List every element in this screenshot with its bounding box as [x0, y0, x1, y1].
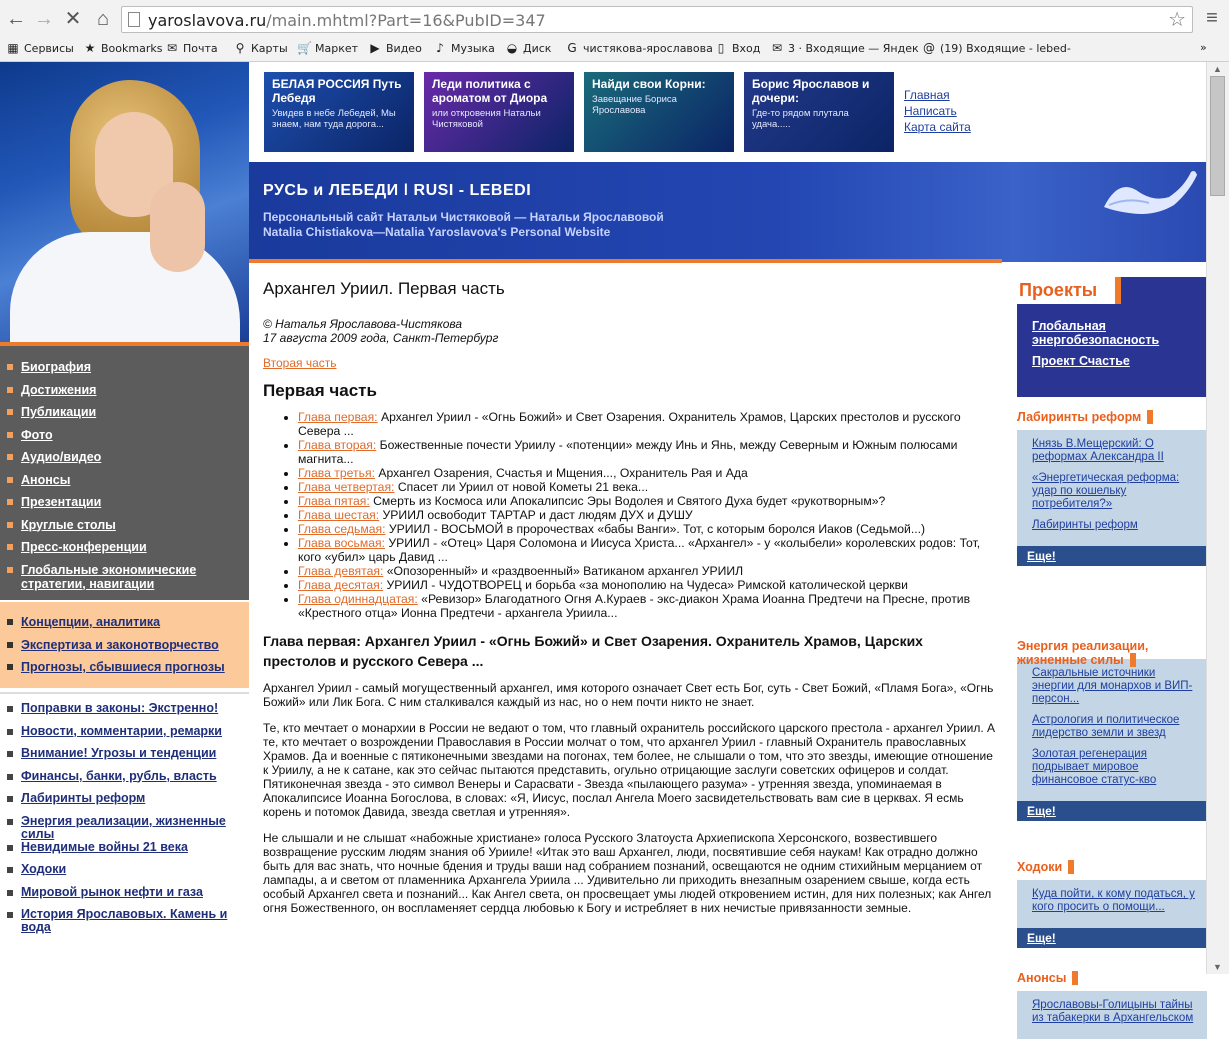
chapter-link[interactable]: Глава одиннадцатая: [298, 592, 418, 606]
mail-icon: ✉ [771, 41, 783, 55]
bookmark-item[interactable] [233, 41, 288, 55]
chapter-text: УРИИЛ - ЧУДОТВОРЕЦ и борьба «за монополию на Чудеса» Римской католической церкви [383, 578, 908, 592]
banner-title: Леди политика с ароматом от Диора [432, 77, 548, 105]
nav-item[interactable]: Энергия реализации, жизненные силы [0, 815, 249, 841]
sidebar-block [1017, 637, 1207, 821]
top-link[interactable]: Главная [904, 88, 950, 102]
scroll-down-icon[interactable]: ▼ [1213, 962, 1222, 972]
nav-item[interactable]: Прогнозы, сбывшиеся прогнозы [0, 660, 249, 683]
chapter-item [298, 536, 999, 564]
page-icon: ▯ [717, 41, 725, 55]
nav-item[interactable]: Ходоки [0, 863, 249, 886]
nav-item[interactable]: Мировой рынок нефти и газа [0, 886, 249, 909]
article-byline [263, 317, 999, 345]
promo-banner[interactable] [744, 72, 894, 152]
project-link-energy[interactable]: Глобальная энергобезопасность [1032, 319, 1160, 347]
nav-item[interactable]: Презентации [0, 495, 249, 518]
sidebar-link[interactable]: Золотая регенерация подрывает мировое финансовое статус-кво [1032, 748, 1157, 786]
bookmark-item[interactable] [505, 41, 551, 55]
more-bookmarks-icon[interactable]: » [1200, 41, 1207, 54]
chapter-item [298, 522, 999, 536]
chapter-link[interactable]: Глава шестая: [298, 508, 380, 522]
nav-item[interactable]: Глобальные экономические стратегии, навигации [0, 563, 249, 586]
chapter-item [298, 466, 999, 480]
chapter-text: «Опозоренный» и «раздвоенный» Ватиканом архангел УРИИЛ [383, 564, 744, 578]
sidebar-block [1017, 969, 1207, 1039]
nav-item[interactable]: Фото [0, 428, 249, 451]
page-icon [128, 12, 140, 27]
chapter-link[interactable]: Глава третья: [298, 466, 375, 480]
nav-item[interactable]: Анонсы [0, 473, 249, 496]
sidebar-block-body [1017, 991, 1207, 1039]
nav-item[interactable]: Внимание! Угрозы и тенденции [0, 747, 249, 770]
nav-item[interactable]: История Ярославовых. Камень и вода [0, 908, 249, 934]
bookmark-item[interactable] [433, 41, 495, 55]
nav-item[interactable]: Экспертиза и законотворчество [0, 638, 249, 661]
top-links [904, 87, 971, 135]
article [249, 263, 1013, 974]
topics-nav [0, 692, 249, 934]
sidebar-block-body [1017, 659, 1207, 801]
chapter-heading: Глава первая: Архангел Уриил - «Огнь Божий» и Свет Озарения. Охранитель Храмов, Царских престолов и русского Севера ... [263, 633, 923, 669]
main-nav [0, 346, 249, 600]
sidebar-block-title-text: Энергия реализации, жизненные силы [1017, 639, 1149, 667]
chapter-text: УРИИЛ - ВОСЬМОЙ в пророчествах «бабы Ванги». Тот, с которым боролся Иаков (Седьмой...) [385, 522, 926, 536]
banner-subtitle: или откровения Натальи Чистяковой [432, 108, 541, 130]
bookmark-item[interactable] [565, 41, 713, 55]
chapter-text: Архангел Уриил - «Огнь Божий» и Свет Озарения. Охранитель Храмов, Царских престолов и русского Севера ... [298, 410, 961, 438]
bookmark-label: Карты [251, 42, 288, 55]
chapter-text: УРИИЛ - «Отец» Царя Соломона и Иисуса Христа... «Архангел» - у «колыбели» королевских родов: Тот, кого «убил» царь Давид ... [298, 536, 981, 564]
chapter-item [298, 410, 999, 438]
bookmark-label: 3 · Входящие — Яндек [788, 42, 919, 55]
left-column [0, 62, 249, 974]
right-column [1013, 263, 1206, 1024]
banner-title: Борис Ярославов и дочери: [752, 77, 870, 105]
article-date: 17 августа 2009 года, Санкт-Петербург [263, 331, 499, 345]
sidebar-link[interactable]: Князь В.Мещерский: О реформах Александра II [1032, 438, 1164, 463]
top-link[interactable]: Написать [904, 104, 957, 118]
sidebar-block [1017, 408, 1207, 566]
more-link[interactable]: Еще! [1017, 928, 1207, 948]
chapter-link[interactable]: Глава вторая: [298, 438, 377, 452]
bookmark-label: Музыка [451, 42, 495, 55]
article-paragraph: Те, кто мечтает о монархии в России не ведают о том, что главный охранитель российского царского престола - архангел Уриил. А те, кто мечтает о возрождении Православия в России молчат о том, что архангел Уриил - главный Охранитель православных Храмов. Да и военные с пятиконечными звездами на погонах, тем более, не слышали о том, что это звезды, имеющие отношение к Уриилу, а не к сатане, как это сейчас пытаются представить, огульно отрицающие заслуги советских офицеров и солдат. Пятиконечная звезда - это символ Венеры и Сарасвати - Звезда «пылающего разума» - утренняя звезда, упоминаемая в Апокалипсисе Иоанна Богослова, в словах: «Я, Иисус, послал Ангела Моего засвидетельствовать вам сие в церквах. Я есмь корень и потомок Давида, звезда светлая и утренняя». [263, 721, 996, 819]
chapter-item [298, 438, 999, 466]
chapter-text: Божественные почести Уриилу - «потенции» между Инь и Янь, между Северным и Южным полюсами магнита... [298, 438, 958, 466]
sidebar-block-body [1017, 880, 1207, 928]
nav-item[interactable]: Лабиринты реформ [0, 792, 249, 815]
chapter-text: Спасет ли Уриил от новой Кометы 21 века... [394, 480, 649, 494]
bookmark-item[interactable] [165, 41, 218, 55]
at-icon: @ [923, 41, 935, 55]
stop-icon[interactable]: ✕ [64, 8, 82, 30]
banner-subtitle: Увидев в небе Лебедей, Мы знаем, нам туда дорога... [272, 108, 396, 130]
bookmark-item[interactable] [83, 41, 162, 55]
apps-icon: ▦ [7, 41, 19, 55]
home-icon[interactable]: ⌂ [96, 8, 110, 30]
sidebar-link[interactable]: Сакральные источники энергии для монархов и ВИП-персон... [1032, 667, 1193, 705]
promo-banner[interactable] [264, 72, 414, 152]
sidebar-block [1017, 858, 1207, 948]
sidebar-block-title-text: Лабиринты реформ [1017, 410, 1153, 424]
map-pin-icon: ⚲ [235, 41, 245, 55]
music-icon: ♪ [436, 41, 444, 55]
chapter-item [298, 494, 999, 508]
chapter-list [263, 410, 999, 620]
chapter-item [298, 508, 999, 522]
next-part-link[interactable]: Вторая часть [263, 356, 337, 370]
address-bar[interactable] [121, 6, 1193, 33]
banner-subtitle: Завещание Бориса Ярославова [592, 94, 677, 116]
nav-item[interactable]: Биография [0, 360, 249, 383]
star-icon: ★ [84, 41, 96, 55]
sidebar-link[interactable]: Лабиринты реформ [1032, 519, 1138, 531]
chapter-link[interactable]: Глава девятая: [298, 564, 384, 578]
chapter-link[interactable]: Глава седьмая: [298, 522, 386, 536]
nav-item[interactable]: Публикации [0, 405, 249, 428]
nav-item[interactable]: Финансы, банки, рубль, власть [0, 770, 249, 793]
browser-toolbar [0, 0, 1229, 38]
url-host: yaroslavova.ru [148, 11, 267, 30]
more-link[interactable]: Еще! [1017, 546, 1207, 566]
bookmark-label: Bookmarks [101, 42, 163, 55]
projects-title: Проекты [1017, 277, 1121, 304]
site-subtitle-ru: Персональный сайт Натальи Чистяковой — Натальи Ярославовой [263, 210, 664, 224]
bookmark-label: (19) Входящие - lebed- [940, 42, 1071, 55]
nav-item[interactable]: Невидимые войны 21 века [0, 841, 249, 864]
sidebar-link[interactable]: Ярославовы-Голицыны тайны из табакерки в Архангельском [1032, 999, 1194, 1024]
banner-title: Найди свои Корни: [592, 77, 706, 91]
sidebar-block-title [1017, 408, 1207, 430]
url-text[interactable] [148, 11, 546, 30]
chapter-link[interactable]: Глава пятая: [298, 494, 370, 508]
bookmark-label: чистякова-ярославова [583, 42, 713, 55]
top-banners [249, 62, 1206, 162]
nav-item[interactable]: Достижения [0, 383, 249, 406]
article-paragraph: Не слышали и не слышат «набожные христиане» голоса Русского Златоуста Архиепископа Херсонского, возвестившего возвращение русским людям знания об Уриилe! «Итак это ваш Архангел, люди, посвятившие себя наукам! Как отрадно должно быть для вас знать, что ночные бдения и труды ваши над собранием познаний, освещаются не одним стихийным мерцанием от лампады, а и светом от пламенника Архангела Уриила ... Удивительно ли приходить внезапным озарением свыше, когда есть особый Архангел света и познаний... Как Ангел света, он просвещает умы людей откровением истин, для них полезных; как Ангел огня Божественного, он воспламеняет сердца любовью к Богу и истребляет в них нечистые привязанности земные. [263, 831, 992, 915]
video-icon: ▶ [370, 41, 380, 55]
chapter-item [298, 592, 999, 620]
chapter-item [298, 578, 999, 592]
chapter-item [298, 564, 999, 578]
top-link[interactable]: Карта сайта [904, 120, 971, 134]
chapter-text: «Ревизор» Благодатного Огня А.Кураев - экс-диакон Храма Иоанна Предтечи на Пресне, против «Крестного отца» Ионна Предтечи - архангела Уриила... [298, 592, 971, 620]
bookmark-item[interactable] [714, 41, 760, 55]
chapter-link[interactable]: Глава четвертая: [298, 480, 395, 494]
sidebar-block-body [1017, 430, 1207, 546]
chapter-text: Архангел Озарения, Счастья и Мщения..., Охранитель Рая и Ада [374, 466, 748, 480]
projects-box [1017, 277, 1207, 397]
chapter-link[interactable]: Глава десятая: [298, 578, 384, 592]
bookmark-item[interactable] [770, 41, 919, 55]
sidebar-link[interactable]: Куда пойти, к кому податься, у кого просить о помощи... [1032, 888, 1195, 913]
sidebar-block-title-text: Ходоки [1017, 860, 1074, 874]
scroll-up-icon[interactable]: ▲ [1213, 64, 1222, 74]
nav-item[interactable]: Круглые столы [0, 518, 249, 541]
forward-icon[interactable]: → [34, 8, 54, 30]
promo-banner[interactable] [424, 72, 574, 152]
web-page [0, 62, 1206, 1024]
mail-icon: ✉ [166, 41, 178, 55]
site-title: РУСЬ и ЛЕБЕДИ ǀ RUSI - LEBEDI [263, 182, 532, 199]
bookmark-item[interactable] [922, 41, 1071, 55]
article-paragraph: Архангел Уриил - самый могущественный архангел, имя которого означает Свет есть Бог, суть - Свет Божий, «Пламя Бога», «Огнь Божий» или Лик Бога. С ним сталкивался каждый из нас, но о нем почти никто не знает. [263, 681, 994, 709]
chapter-text: УРИИЛ освободит ТАРТАР и даст людям ДУХ и ДУШУ [379, 508, 693, 522]
chapter-link[interactable]: Глава восьмая: [298, 536, 386, 550]
sidebar-block-title [1017, 858, 1207, 880]
nav-item[interactable]: Пресс-конференции [0, 540, 249, 563]
bookmark-star-icon[interactable]: ☆ [1168, 9, 1186, 31]
bookmark-item[interactable] [297, 41, 358, 55]
site-header [249, 162, 1206, 262]
bookmark-label: Диск [523, 42, 552, 55]
author-portrait [0, 62, 249, 342]
sidebar-block-title [1017, 637, 1207, 667]
url-path: /main.mhtml?Part=16&PubID=347 [266, 11, 546, 30]
bookmark-label: Почта [183, 42, 218, 55]
disk-icon: ◒ [506, 41, 518, 55]
bookmark-item[interactable] [368, 41, 422, 55]
chapter-item [298, 480, 999, 494]
article-title: Архангел Уриил. Первая часть [263, 279, 505, 298]
article-copyright: © Наталья Ярославова-Чистякова [263, 317, 463, 331]
bookmarks-bar [0, 38, 1229, 60]
article-body [263, 681, 999, 915]
browser-chrome [0, 0, 1229, 62]
bookmark-label: Вход [732, 42, 761, 55]
analytics-nav [0, 602, 249, 688]
bookmark-label: Маркет [315, 42, 359, 55]
menu-icon[interactable]: ≡ [1206, 7, 1218, 29]
page-scrollbar[interactable] [1206, 62, 1229, 974]
sidebar-block-title [1017, 969, 1207, 991]
section-title: Первая часть [263, 381, 377, 400]
back-icon[interactable]: ← [6, 8, 26, 30]
nav-item[interactable]: Поправки в законы: Экстренно! [0, 702, 249, 725]
bookmark-label: Видео [386, 42, 422, 55]
sidebar-block-title-text: Анонсы [1017, 971, 1078, 985]
banner-subtitle: Где-то рядом плутала удача..... [752, 108, 849, 130]
chapter-link[interactable]: Глава первая: [298, 410, 378, 424]
project-link-happiness[interactable]: Проект Счастье [1032, 354, 1130, 368]
scrollbar-thumb[interactable] [1210, 76, 1225, 196]
nav-item[interactable]: Аудио/видео [0, 450, 249, 473]
site-subtitle-en: Natalia Chistiakova—Natalia Yaroslavova's Personal Website [263, 224, 611, 239]
bookmark-label: Сервисы [24, 42, 74, 55]
swan-icon [1099, 167, 1199, 222]
nav-item[interactable]: Новости, комментарии, ремарки [0, 725, 249, 748]
banner-title: БЕЛАЯ РОССИЯ Путь Лебедя [272, 77, 402, 105]
bookmark-item[interactable] [6, 41, 74, 55]
google-icon: G [567, 41, 577, 55]
cart-icon: 🛒 [297, 41, 312, 55]
chapter-text: Смерть из Космоса или Апокалипсис Эры Водолея и Святого Духа будет «рукотворным»? [369, 494, 886, 508]
site-subtitle [263, 210, 664, 239]
more-link[interactable]: Еще! [1017, 801, 1207, 821]
sidebar-link[interactable]: «Энергетическая реформа: удар по кошельку потребителя?» [1032, 472, 1180, 510]
promo-banner[interactable] [584, 72, 734, 152]
nav-item[interactable]: Концепции, аналитика [0, 615, 249, 638]
sidebar-link[interactable]: Астрология и политическое лидерство земли и звезд [1032, 714, 1180, 739]
